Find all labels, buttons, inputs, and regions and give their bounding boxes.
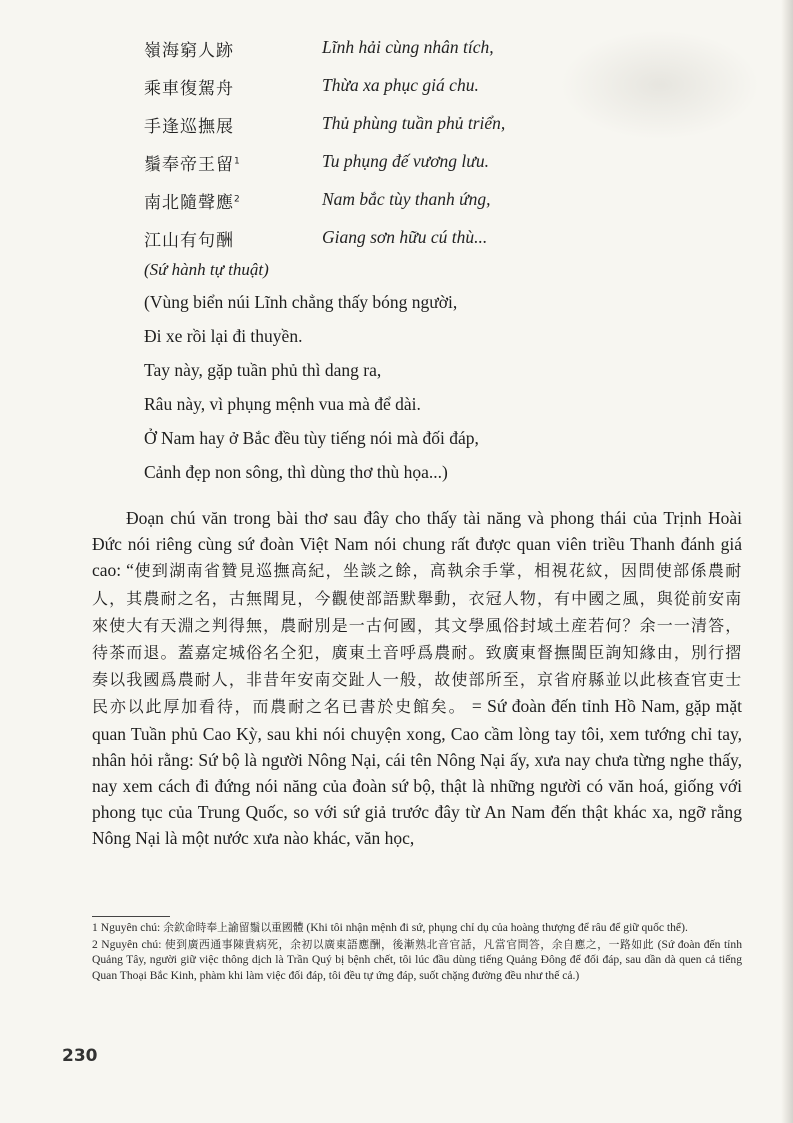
- translation-line: Tay này, gặp tuần phủ thì dang ra,: [144, 360, 382, 380]
- footnotes: [92, 920, 742, 984]
- poem: [144, 36, 744, 264]
- footnote-divider: [92, 916, 170, 917]
- footnote-ref: 1: [234, 156, 241, 167]
- footnote-1: [92, 920, 742, 936]
- poem-row: [144, 112, 744, 150]
- translation-line: Đi xe rồi lại đi thuyền.: [144, 326, 303, 346]
- footnote-ref: 2: [234, 194, 241, 205]
- footnote-text: (Sứ đoàn đến tỉnh Quảng Tây, người giữ việc thông dịch là Trần Quý bị bệnh chết, tôi lúc đầu dùng tiếng Quảng Đông để đối đáp, sau dần dà quen cả tiếng Quan Thoại Bắc Kinh, phàm khi làm việc đối đáp, tôi đều tự ứng đáp, suốt chặng đường đều như thế cả.): [92, 937, 742, 982]
- poem-row: [144, 36, 744, 74]
- scan-edge-shadow: [781, 0, 793, 1123]
- poem-han-line: 嶺海窮人跡: [144, 41, 234, 61]
- body-paragraph: [92, 505, 742, 852]
- poem-transliteration-line: Thủ phùng tuần phủ triển,: [322, 113, 506, 133]
- translation-line: Cảnh đẹp non sông, thì dùng thơ thù họa...): [144, 462, 448, 482]
- translation-line: Râu này, vì phụng mệnh vua mà để dài.: [144, 394, 421, 414]
- footnote-2: [92, 937, 742, 984]
- poem-row: [144, 188, 744, 226]
- footnote-label: 2 Nguyên chú:: [92, 937, 165, 951]
- poem-han-line: 南北隨聲應$^2$: [144, 193, 241, 213]
- translation-line: (Vùng biển núi Lĩnh chẳng thấy bóng người,: [144, 292, 458, 312]
- poem-row: [144, 74, 744, 112]
- poem-transliteration-line: Tu phụng đế vương lưu.: [322, 151, 489, 171]
- footnote-label: 1 Nguyên chú:: [92, 921, 164, 934]
- footnote-han-text: 余欽命時奉上諭留鬚以重國體: [163, 921, 304, 934]
- paragraph-intro: Đoạn chú văn trong bài thơ sau đây cho thấy tài năng và phong thái của Trịnh Hoài Đức nói riêng cùng sứ đoàn Việt Nam nói chung rất được quan viên triều Thanh đánh giá cao: “: [92, 508, 742, 581]
- poem-han-line: 鬚奉帝王留$^1$: [144, 155, 241, 175]
- translation-line: Ở Nam hay ở Bắc đều tùy tiếng nói mà đối đáp,: [144, 428, 479, 448]
- poem-han-line: 江山有句酬: [144, 231, 234, 251]
- poem-translation: [144, 292, 744, 496]
- quotation-translation: = Sứ đoàn đến tỉnh Hồ Nam, gặp mặt quan Tuần phủ Cao Kỳ, sau khi nói chuyện xong, Cao cầm lòng tay tôi, xem tướng chỉ tay, nhân hỏi rằng: Sứ bộ là người Nông Nại, cái tên Nông Nại ấy, xưa nay chưa từng nghe thấy, nay xem cách đi đứng nói năng của đoàn sứ bộ, thật là những người có văn hoá, giống với phong tục của Trung Quốc, so với sứ giả trước đây từ An Nam đến thật khác xa, ngỡ rằng Nông Nại là một nước xưa nào khác, văn học,: [92, 696, 742, 849]
- footnote-han-text: 使到廣西通事陳貴病死，余初以廣東語應酬，後漸熟北音官話，凡當官問答，余自應之，一路如此: [164, 937, 655, 951]
- poem-han-line: 乘車復駕舟: [144, 79, 234, 99]
- poem-row: [144, 150, 744, 188]
- poem-transliteration-line: Thừa xa phục giá chu.: [322, 75, 479, 95]
- han-quotation: 使到湖南省贊見巡撫高紀，坐談之餘，高執余手掌，相視花紋，因問使部係農耐人，其農耐之名，古無聞見，今觀使部語默舉動，衣冠人物，有中國之風，與從前安南來使大有天淵之判得無，農耐別是一古何國，其文學風俗封域土産若何？余一一清答，待茶而退。蓋嘉定城俗名仝犯，廣東土音呼爲農耐。致廣東督撫閩臣詢知緣由，別行摺奏以我國爲農耐人，非昔年安南交趾人一般，故使部所至，京省府縣並以此核查官吏士民亦以此厚加看待，而農耐之名已書於史館矣。: [92, 561, 742, 717]
- poem-transliteration-line: Nam bắc tùy thanh ứng,: [322, 189, 491, 209]
- page-number: 230: [62, 1046, 98, 1066]
- poem-source: (Sứ hành tự thuật): [144, 260, 269, 279]
- poem-transliteration-line: Lĩnh hải cùng nhân tích,: [322, 37, 494, 57]
- footnote-text: (Khi tôi nhận mệnh đi sứ, phụng chỉ dụ của hoàng thượng để râu để giữ quốc thể).: [303, 921, 688, 934]
- poem-row: [144, 226, 744, 264]
- poem-transliteration-line: Giang sơn hữu cú thù...: [322, 227, 488, 247]
- poem-han-line: 手逢巡撫展: [144, 117, 234, 137]
